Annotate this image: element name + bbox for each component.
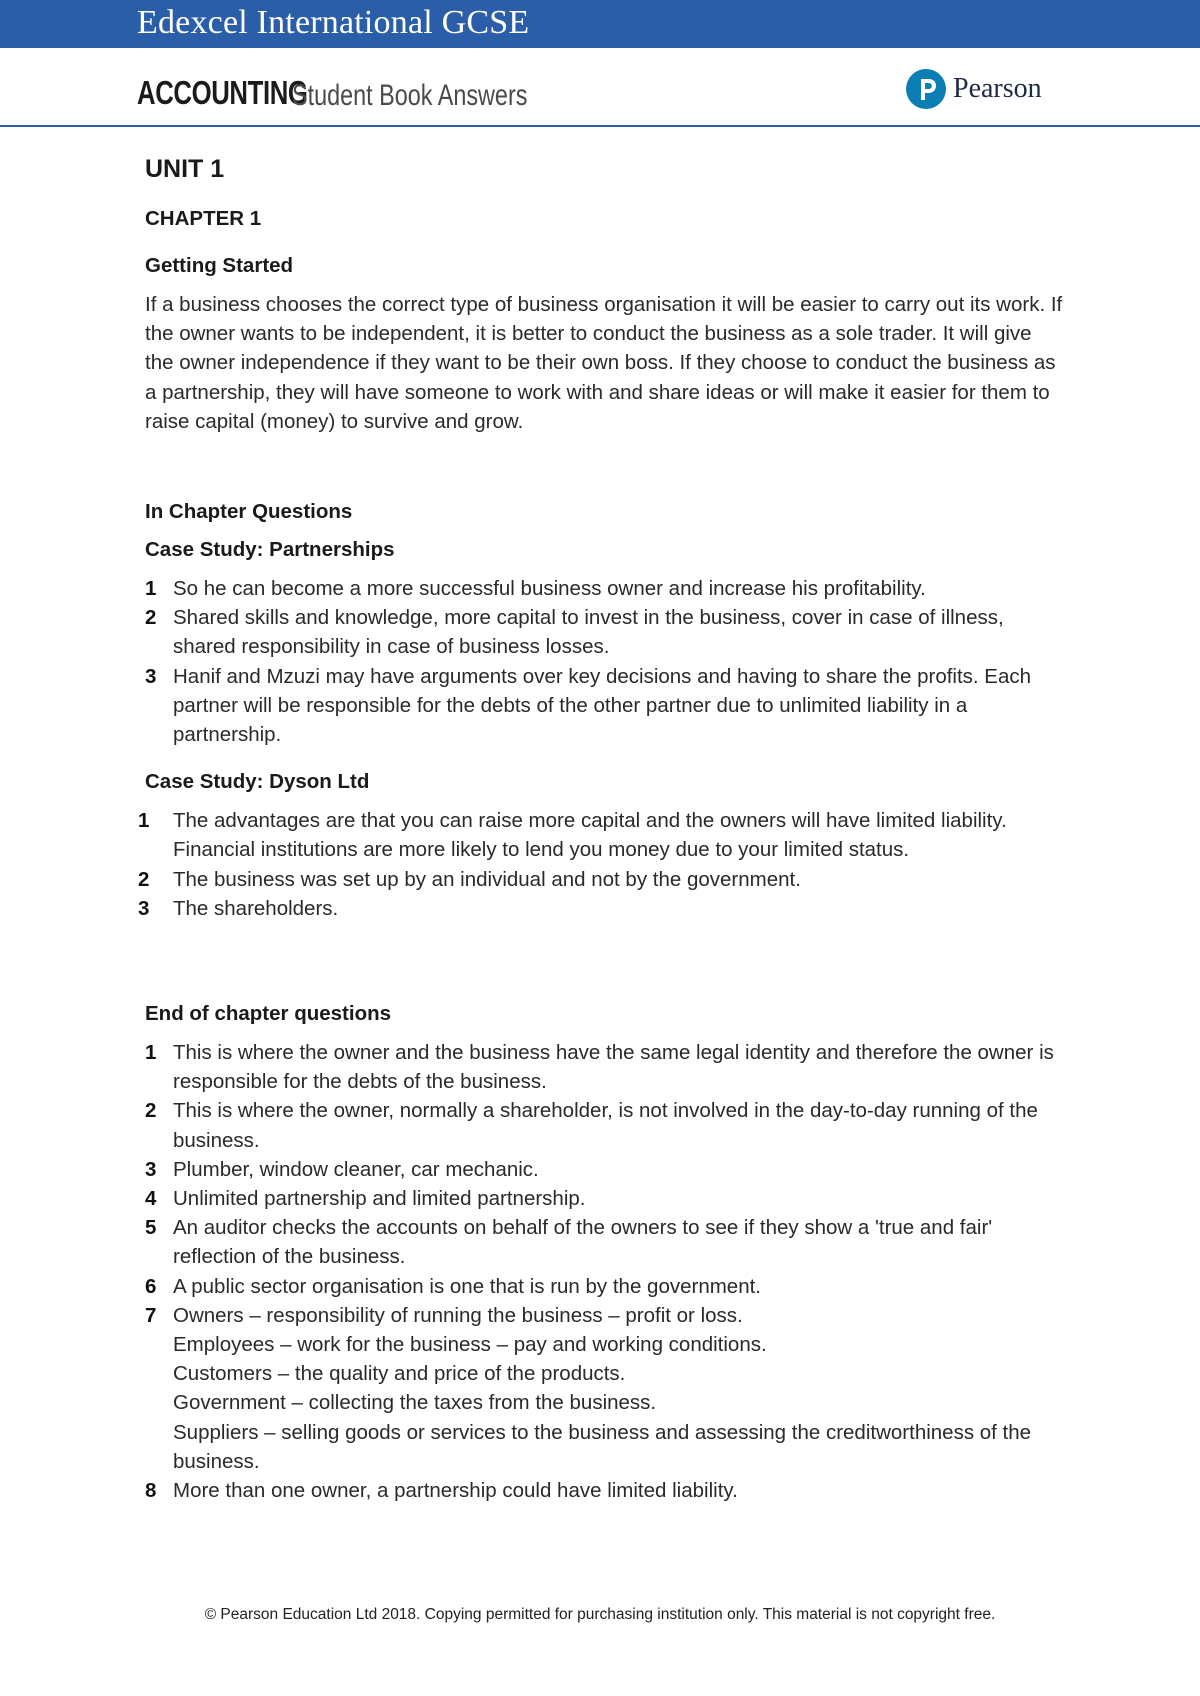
stakeholder-line: Employees – work for the business – pay and working conditions. (173, 1333, 767, 1357)
list-item (145, 1476, 1065, 1505)
stakeholder-line: Government – collecting the taxes from the business. (173, 1391, 657, 1415)
pearson-logo (906, 69, 1042, 109)
item-number: 7 (145, 1303, 157, 1327)
item-text: This is where the owner, normally a shareholder, is not involved in the day-to-day running of the business. (173, 1099, 1038, 1152)
item-text: The advantages are that you can raise more capital and the owners will have limited liability. Financial institutions are more likely to lend you money due to your limited status. (173, 809, 1007, 862)
subject-title: ACCOUNTING (137, 74, 308, 111)
document-body (138, 152, 1065, 1524)
item-text: Shared skills and knowledge, more capital to invest in the business, cover in case of illness, shared responsibility in case of business losses. (173, 606, 1004, 659)
publisher-name: Pearson (953, 73, 1042, 104)
item-number: 2 (145, 606, 157, 630)
item-number: 2 (138, 867, 150, 891)
item-text: The business was set up by an individual and not by the government. (173, 867, 801, 891)
item-number: 1 (145, 577, 157, 601)
list-item (138, 865, 1065, 894)
item-number: 6 (145, 1274, 157, 1298)
end-of-chapter-heading: End of chapter questions (145, 1002, 392, 1026)
list-item (145, 1301, 1065, 1476)
case-study-dyson-heading: Case Study: Dyson Ltd (145, 770, 370, 794)
list-item (138, 894, 1065, 923)
item-number: 3 (138, 896, 150, 920)
unit-title: UNIT 1 (145, 155, 225, 183)
end-of-chapter-answers (145, 1038, 1065, 1505)
stakeholder-line: Customers – the quality and price of the products. (173, 1362, 626, 1386)
item-text: Hanif and Mzuzi may have arguments over key decisions and having to share the profits. Each partner will be responsible for the debts of the other partner due to unlimited liability in a partnership. (173, 664, 1032, 747)
item-text (173, 1301, 1065, 1476)
item-text: This is where the owner and the business have the same legal identity and therefore the owner is responsible for the debts of the business. (173, 1041, 1054, 1094)
list-item (145, 1155, 1065, 1184)
item-number: 1 (145, 1041, 157, 1065)
list-item (145, 1184, 1065, 1213)
list-item (145, 1213, 1065, 1271)
partnerships-answers (145, 574, 1065, 749)
dyson-answers (138, 806, 1065, 923)
list-item (145, 1096, 1065, 1154)
book-subtitle (137, 74, 528, 112)
list-item (145, 1272, 1065, 1301)
item-number: 5 (145, 1216, 157, 1240)
pearson-p-icon (906, 69, 946, 109)
getting-started-text: If a business chooses the correct type of business organisation it will be easier to carry out its work. If the owner wants to be independent, it is better to conduct the business as a sole trader. It will give the owner independence if they want to be their own boss. If they choose to conduct the business as a partnership, they will have someone to work with and share ideas or will make it easier for them to raise capital (money) to survive and grow. (145, 293, 1063, 433)
item-number: 1 (138, 809, 150, 833)
book-type: Student Book Answers (292, 79, 528, 112)
item-text: A public sector organisation is one that is run by the government. (173, 1274, 762, 1298)
series-title: Edexcel International GCSE (137, 4, 530, 41)
stakeholder-line: Owners – responsibility of running the business – profit or loss. (173, 1303, 743, 1327)
item-text: The shareholders. (173, 896, 339, 920)
item-text: So he can become a more successful business owner and increase his profitability. (173, 577, 926, 601)
item-number: 4 (145, 1187, 157, 1211)
in-chapter-heading: In Chapter Questions (145, 500, 353, 524)
chapter-title: CHAPTER 1 (145, 207, 262, 230)
case-study-partnerships-heading: Case Study: Partnerships (145, 538, 395, 562)
header-bar (0, 0, 1200, 48)
item-text: An auditor checks the accounts on behalf of the owners to see if they show a 'true and fair' reflection of the business. (173, 1216, 993, 1269)
item-text: Plumber, window cleaner, car mechanic. (173, 1157, 539, 1181)
item-text: More than one owner, a partnership could have limited liability. (173, 1479, 738, 1503)
list-item (145, 1038, 1065, 1096)
list-item (138, 806, 1065, 864)
item-text: Unlimited partnership and limited partnership. (173, 1187, 586, 1211)
stakeholder-line: Suppliers – selling goods or services to the business and assessing the creditworthiness of the business. (173, 1420, 1032, 1473)
getting-started-heading: Getting Started (145, 254, 294, 277)
list-item (145, 603, 1065, 661)
header-divider (0, 125, 1200, 127)
item-number: 2 (145, 1099, 157, 1123)
item-number: 8 (145, 1479, 157, 1503)
list-item (145, 662, 1065, 750)
item-number: 3 (145, 1157, 157, 1181)
list-item (145, 574, 1065, 603)
copyright-footer: © Pearson Education Ltd 2018. Copying permitted for purchasing institution only. This material is not copyright free. (204, 1606, 996, 1623)
item-number: 3 (145, 664, 157, 688)
